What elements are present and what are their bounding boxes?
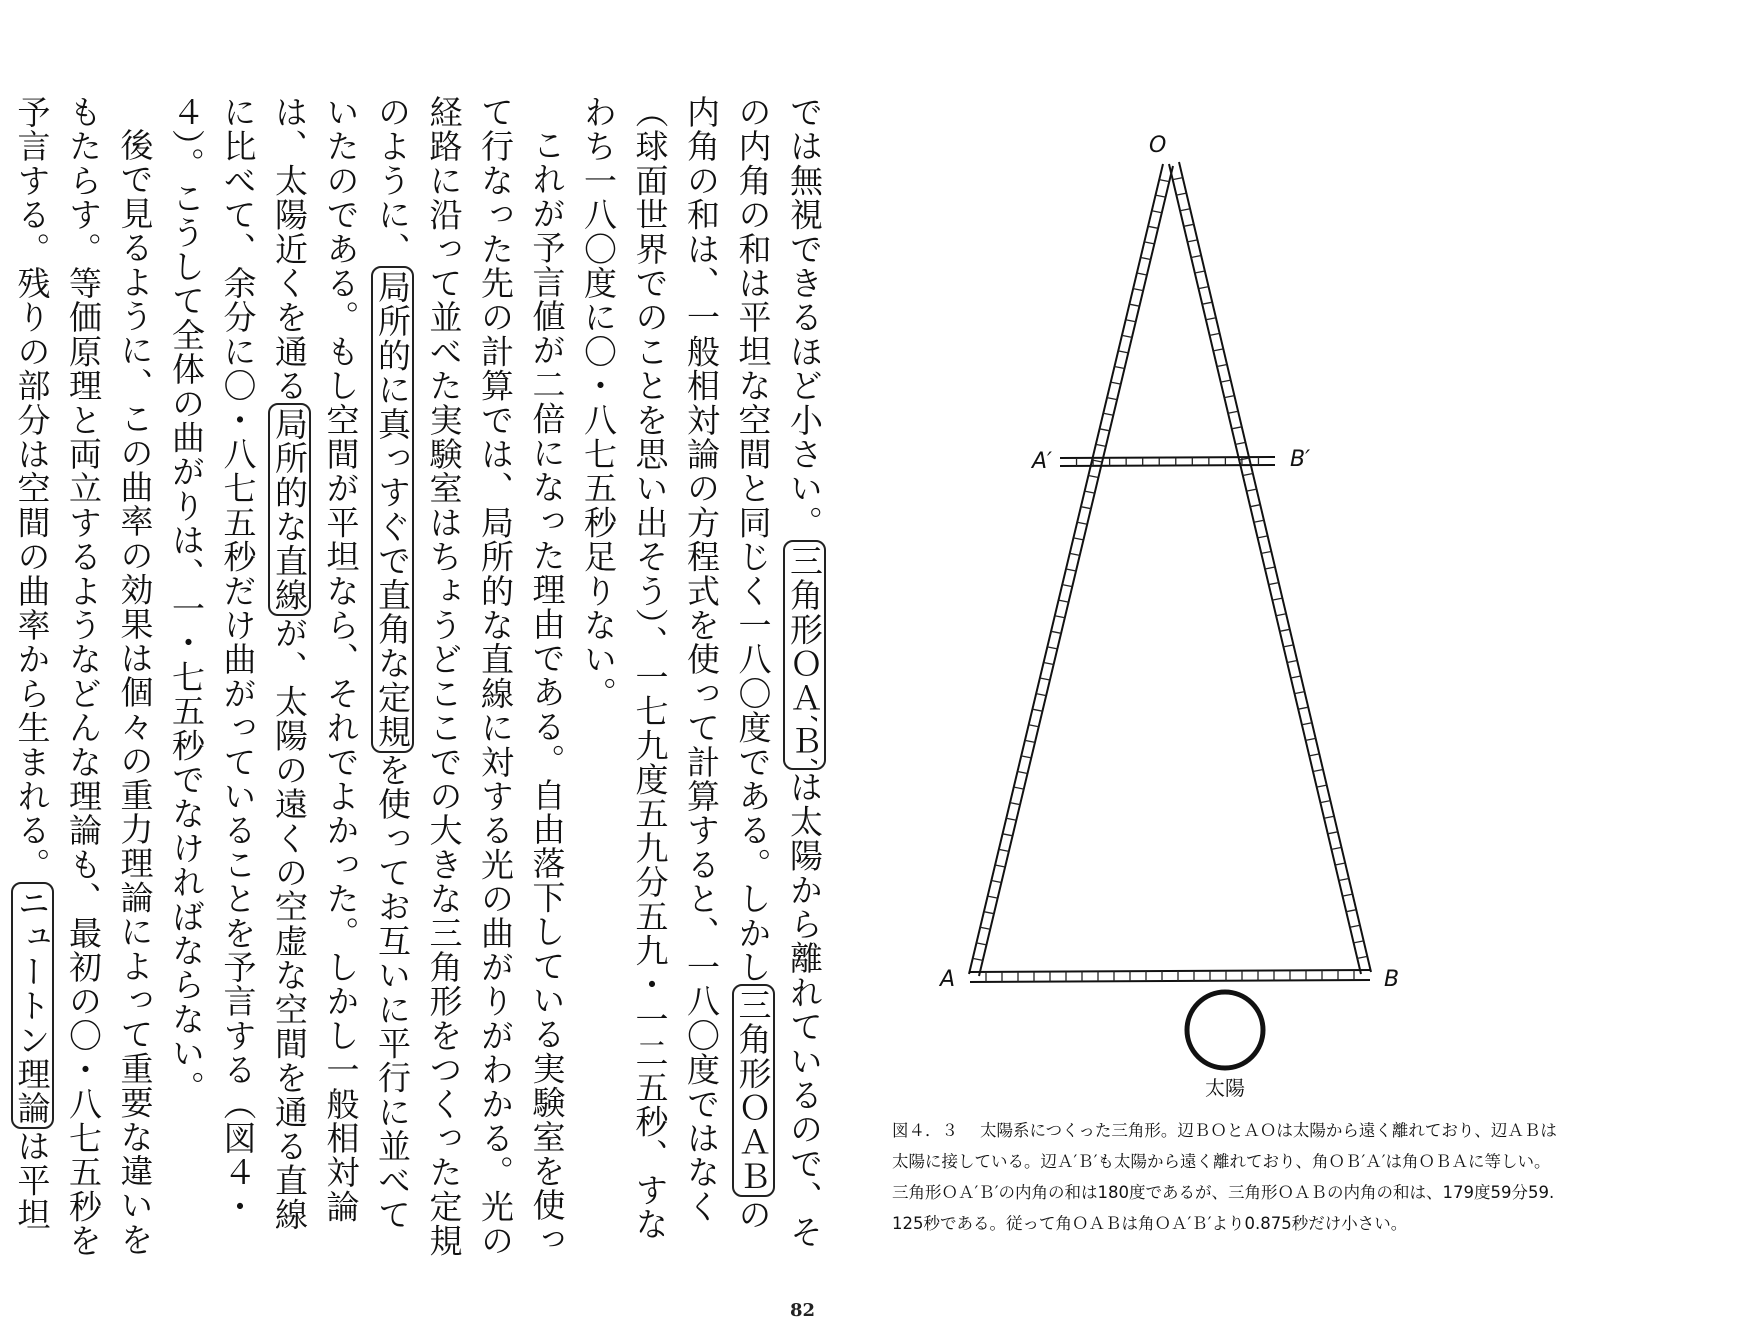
ruler-tick	[1243, 474, 1253, 476]
ruler-tick	[1298, 707, 1308, 709]
paragraph	[573, 95, 831, 1265]
page-number: 82	[790, 1300, 816, 1321]
ruler-tick	[1250, 505, 1260, 507]
ruler-tick	[1062, 585, 1072, 587]
ruler-tick	[1261, 551, 1271, 553]
ruler-tick	[1122, 335, 1132, 337]
ruler-tick	[976, 943, 986, 945]
ruler-tick	[1003, 834, 1013, 836]
ruler-tick	[1265, 567, 1275, 569]
caption-line: 三角形ＯＡ′Ｂ′の内角の和は180度であるが、三角形ＯＡＢの内角の和は、179度59分59.	[892, 1183, 1555, 1202]
ruler-tick	[1210, 333, 1220, 335]
triangle-diagram	[880, 120, 1700, 1100]
ruler-tick	[1343, 894, 1353, 896]
ruler-tick	[1029, 725, 1039, 727]
text-run: 後で見るように、この曲率の効果は個々の重力理論によって重要な違いをもたらす。等価原理と両立するようなどんな理論も、最初の〇・八七五秒を予言する。残りの部分は空間の曲率から生まれる。	[12, 95, 155, 1258]
ruler-tick	[1335, 863, 1345, 865]
ruler-tick	[1247, 489, 1257, 491]
highlighted-term: 三角形ＯＡ′Ｂ′	[783, 540, 826, 771]
ruler-tick	[1111, 382, 1121, 384]
ruler-tick	[1235, 442, 1245, 444]
ruler-tick	[984, 912, 994, 914]
ruler-tick	[1239, 458, 1249, 460]
ruler-tick	[1152, 211, 1162, 213]
ruler-tick	[1324, 816, 1334, 818]
ruler-tick	[1014, 787, 1024, 789]
ruler-tick	[1302, 723, 1312, 725]
ruler-tick	[1088, 476, 1098, 478]
left-page	[12, 95, 830, 1325]
ruler-tick	[1133, 289, 1143, 291]
ruler-tick	[999, 849, 1009, 851]
ruler-tick	[1066, 569, 1076, 571]
ruler-ab	[970, 970, 1370, 982]
paragraph	[0, 95, 161, 1265]
caption-line	[892, 1115, 1682, 1146]
highlighted-term: 三角形ＯＡＢ	[732, 984, 775, 1197]
ruler-tick	[1206, 318, 1216, 320]
ruler-tick	[1107, 398, 1117, 400]
ruler-tick	[1309, 754, 1319, 756]
ruler-tick	[1291, 676, 1301, 678]
label-a-prime: A′	[1032, 449, 1053, 474]
ruler-tick	[1221, 380, 1231, 382]
ruler-tick	[1141, 257, 1151, 259]
ruler-tick	[1129, 304, 1139, 306]
highlighted-term: 局所的に真っすぐで直角な定規	[371, 266, 414, 753]
ruler-tick	[1180, 209, 1190, 211]
label-o: O	[1149, 133, 1167, 158]
ruler-tick	[1228, 411, 1238, 413]
text-run: を使ってお互いに平行に並べていたのである。もし空間が平坦なら、それでよかった。しかし一般相対論は、太陽近くを通る	[270, 95, 412, 1232]
ruler-tick	[1055, 616, 1065, 618]
ruler-tick	[1103, 413, 1113, 415]
text-run: では無視できるほど小さい。	[785, 95, 824, 540]
ruler-tick	[1173, 178, 1183, 180]
ruler-tick	[1306, 738, 1316, 740]
ruler-tick	[1213, 349, 1223, 351]
highlighted-term: ニュートン理論	[11, 882, 54, 1129]
ruler-tick	[1047, 647, 1057, 649]
ruler-tick	[1346, 910, 1356, 912]
ruler-tick	[1287, 660, 1297, 662]
ruler-tick	[1350, 925, 1360, 927]
ruler-tick	[1051, 631, 1061, 633]
ruler-tick	[980, 927, 990, 929]
ruler-tick	[1320, 801, 1330, 803]
ruler-tick	[1232, 427, 1242, 429]
ruler-tick	[1085, 491, 1095, 493]
ruler-tick	[1077, 522, 1087, 524]
ruler-tick	[1224, 396, 1234, 398]
ruler-tick	[995, 865, 1005, 867]
ruler-tick	[1276, 614, 1286, 616]
ruler-tick	[1096, 444, 1106, 446]
ruler-tick	[1199, 287, 1209, 289]
ruler-tick	[1258, 536, 1268, 538]
ruler-tick	[1040, 678, 1050, 680]
sun-circle	[1187, 992, 1263, 1068]
body-text	[0, 95, 830, 1265]
ruler-tick	[973, 958, 983, 960]
ruler-tick	[1317, 785, 1327, 787]
ruler-tick	[1137, 273, 1147, 275]
text-run: が、太陽の遠くの空虚な空間を通る直線に比べて、余分に〇・八七五秒だけ曲がっていることを予言する（図４・４）。こうして全体の曲がりは、一・七五秒でなければならない。	[167, 95, 309, 1232]
ruler-tick	[1269, 583, 1279, 585]
figure-number: 図４．３	[892, 1121, 958, 1140]
ruler-tick	[1032, 709, 1042, 711]
label-b: B	[1384, 967, 1400, 992]
ruler-tick	[1159, 180, 1169, 182]
text-run: は太陽から離れているので、その内角の和は平坦な空間と同じく一八〇度である。しかし	[733, 95, 824, 1250]
ruler-tick	[1283, 645, 1293, 647]
ruler-tick	[1021, 756, 1031, 758]
ruler-tick	[991, 881, 1001, 883]
label-a: A	[940, 967, 956, 992]
ruler-tick	[1254, 520, 1264, 522]
figure-caption	[892, 1115, 1682, 1239]
ruler-tick	[1081, 507, 1091, 509]
ruler-tick	[1018, 772, 1028, 774]
ruler-tick	[1339, 879, 1349, 881]
ruler-tick	[1176, 193, 1186, 195]
caption-line: 太陽に接している。辺Ａ′Ｂ′も太陽から遠く離れており、角ＯＢ′Ａ′は角ＯＢＡに等しい。	[892, 1152, 1551, 1171]
ruler-tick	[1191, 255, 1201, 257]
ruler-tick	[1044, 662, 1054, 664]
ruler-tick	[1059, 600, 1069, 602]
ruler-tick	[1115, 367, 1125, 369]
ruler-tick	[1126, 320, 1136, 322]
text-run: の内角の和は、一般相対論の方程式を使って計算すると、一八〇度ではなく（球面世界でのことを思い出そう）、一七九度五九分五九・一二五秒、すなわち一八〇度に〇・八七五秒足りない。	[579, 95, 773, 1242]
ruler-tick	[1354, 941, 1364, 943]
paragraph	[161, 95, 573, 1265]
ruler-tick	[1313, 770, 1323, 772]
triangle-figure	[880, 120, 1700, 1100]
text-run: これが予言値が二倍になった理由である。自由落下している実験室を使って行なった先の計算では、局所的な直線に対する光の曲がりがわかる。光の経路に沿って並べた実験室はちょうどここでの大きな三角形をつくった定規のように、	[373, 95, 567, 1258]
caption-text: 太陽系につくった三角形。辺ＢＯとＡＯは太陽から遠く離れており、辺ＡＢは	[980, 1121, 1557, 1140]
ruler-tick	[1036, 694, 1046, 696]
label-b-prime: B′	[1290, 447, 1311, 472]
ruler-tick	[1144, 242, 1154, 244]
ruler-tick	[1187, 240, 1197, 242]
ruler-tick	[1357, 956, 1367, 958]
ruler-tick	[1025, 740, 1035, 742]
ruler-tick	[1010, 803, 1020, 805]
ruler-tick	[1156, 195, 1166, 197]
ruler-tick	[1202, 302, 1212, 304]
ruler-tick	[1184, 224, 1194, 226]
caption-line: 125秒である。従って角ＯＡＢは角ＯＡ′Ｂ′より0.875秒だけ小さい。	[892, 1214, 1408, 1233]
ruler-tick	[1006, 818, 1016, 820]
ruler-tick	[1272, 598, 1282, 600]
sun-label: 太陽	[1205, 1076, 1245, 1100]
ruler-tick	[1280, 629, 1290, 631]
ruler-tick	[1295, 692, 1305, 694]
ruler-tick	[1331, 847, 1341, 849]
ruler-tick	[1328, 832, 1338, 834]
ruler-tick	[1118, 351, 1128, 353]
ruler-tick	[1070, 553, 1080, 555]
ruler-tick	[1100, 429, 1110, 431]
ruler-ticks	[973, 178, 1368, 982]
text-run: は平坦	[12, 1129, 52, 1232]
highlighted-term: 局所的な直線	[268, 403, 311, 616]
ruler-tick	[1148, 226, 1158, 228]
ruler-tick	[1195, 271, 1205, 273]
ruler-tick	[1073, 538, 1083, 540]
ruler-tick	[1217, 365, 1227, 367]
ruler-tick	[988, 896, 998, 898]
